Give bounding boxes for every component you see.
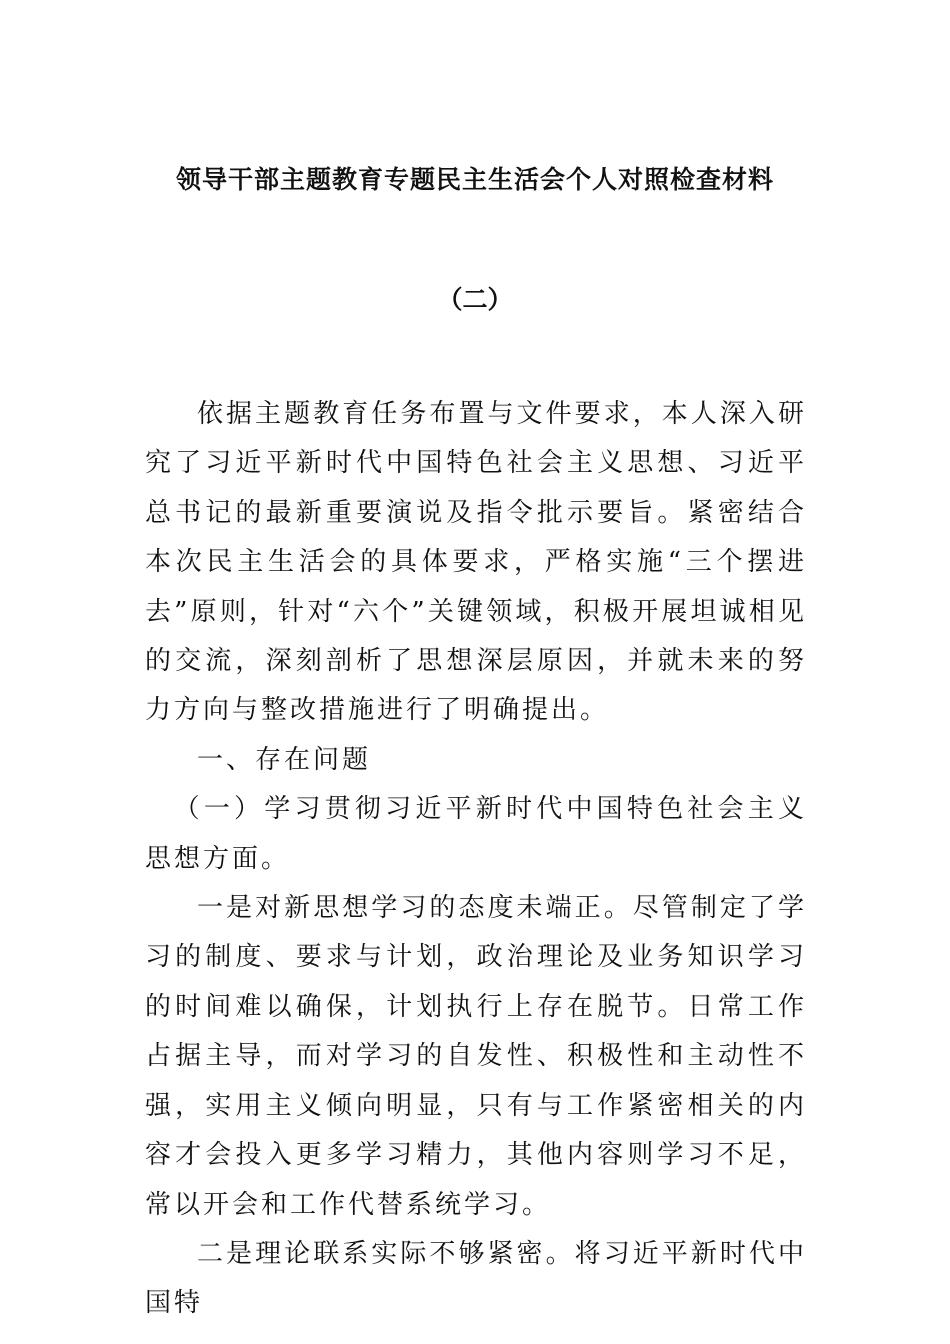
document-subtitle: （二） — [437, 285, 513, 314]
point-one-paragraph: 一是对新思想学习的态度未端正。尽管制定了学习的制度、要求与计划，政治理论及业务知识学习的时间难以确保，计划执行上存在脱节。日常工作占据主导，而对学习的自发性、积极性和主动性不强，实用主义倾向明显，只有与工作紧密相关的内容才会投入更多学习精力，其他内容则学习不足，常以开会和工作代替系统学习。 — [145, 893, 807, 1220]
document-title: 领导干部主题教育专题民主生活会个人对照检查材料 — [175, 165, 774, 194]
subsection-heading-study: （一）学习贯彻习近平新时代中国特色社会主义思想方面。 — [145, 794, 807, 874]
section-heading-problems: 一、存在问题 — [197, 744, 372, 775]
intro-paragraph: 依据主题教育任务布置与文件要求，本人深入研究了习近平新时代中国特色社会主义思想、习近平总书记的最新重要演说及指令批示要旨。紧密结合本次民主生活会的具体要求，严格实施“三个摆进去”原则，针对“六个”关键领域，积极开展坦诚相见的交流，深刻剖析了思想深层原因，并就未来的努力方向与整改措施进行了明确提出。 — [145, 399, 807, 726]
point-two-paragraph: 二是理论联系实际不够紧密。将习近平新时代中国特 — [145, 1238, 807, 1319]
document-body — [145, 390, 807, 1329]
